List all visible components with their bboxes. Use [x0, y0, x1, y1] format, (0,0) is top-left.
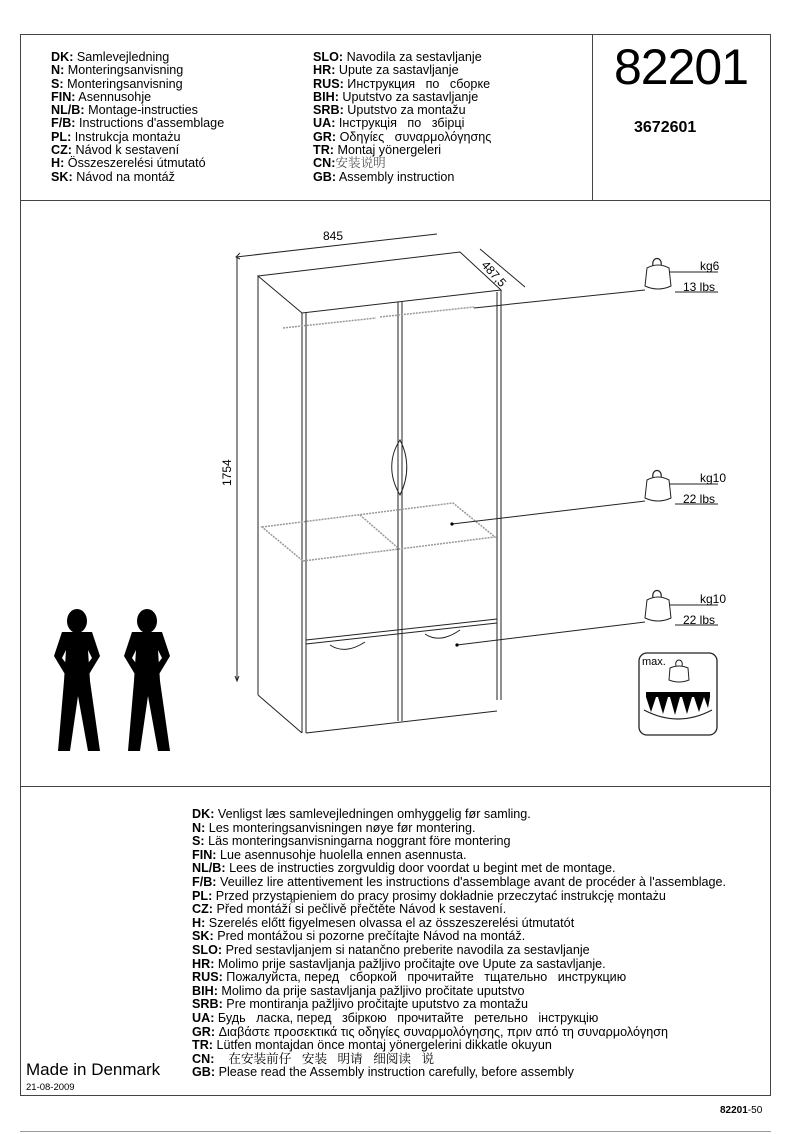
- title-row: H: Összeszerelési útmutató: [51, 156, 206, 171]
- load-lbs-middle: 22 lbs: [683, 492, 716, 506]
- title-row: SRB: Uputstvo za montažu: [313, 103, 466, 118]
- weight-icon: [643, 254, 673, 290]
- weight-icon: [643, 466, 673, 502]
- instruction-row: PL: Przed przystąpieniem do pracy prosimy dokładnie przeczytać instrukcję montażu: [192, 888, 666, 903]
- instruction-row: CN: 在安装前仔 安装 明请 细阅读 说: [192, 1051, 435, 1066]
- load-lbs-drawer: 22 lbs: [683, 613, 716, 627]
- title-row: CZ: Návod k sestavení: [51, 143, 180, 158]
- title-row: UA: Інструкція по збірці: [313, 116, 465, 131]
- page-number: 82201-50: [720, 1105, 763, 1116]
- title-row: BIH: Uputstvo za sastavljanje: [313, 89, 479, 104]
- title-row: SK: Návod na montáž: [51, 169, 175, 184]
- load-lbs-top: 13 lbs: [683, 280, 716, 294]
- instruction-row: BIH: Molimo da prije sastavljanja pažljivo pročitate uputstvo: [192, 983, 525, 998]
- title-row: F/B: Instructions d'assemblage: [51, 116, 225, 131]
- title-row: CN:安装说明: [313, 156, 386, 171]
- bottom-rule: [20, 1131, 771, 1132]
- instruction-row: TR: Lütfen montajdan önce montaj yönergelerini dikkatle okuyun: [192, 1038, 552, 1053]
- width-dimension: 845: [323, 229, 344, 243]
- max-label: max.: [642, 656, 666, 668]
- title-row: RUS: Инструкция по сборке: [313, 76, 491, 91]
- depth-dimension: 487,5: [478, 258, 510, 290]
- instruction-row: GR: Διαβάστε προσεκτικά τις οδηγίες συναρμολόγησης, πριν από τη συναρμολόγηση: [192, 1024, 669, 1039]
- instruction-row: N: Les monteringsanvisningen nøye før montering.: [192, 820, 476, 835]
- product-number: 82201: [614, 39, 749, 95]
- instruction-row: DK: Venligst læs samlevejledningen omhyggelig før samling.: [192, 807, 531, 821]
- title-row: SLO: Navodila za sestavljanje: [313, 50, 482, 64]
- instruction-row: SRB: Pre montiranja pažljivo pročitajte uputstvo za montažu: [192, 997, 528, 1012]
- title-row: TR: Montaj yönergeleri: [313, 143, 442, 158]
- two-persons-icon: [52, 606, 202, 756]
- load-kg-drawer: kg10: [700, 592, 727, 606]
- title-row: PL: Instrukcja montażu: [51, 129, 181, 144]
- instruction-row: SLO: Pred sestavljanjem si natančno preberite navodila za sestavljanje: [192, 942, 590, 957]
- title-row: GB: Assembly instruction: [313, 169, 455, 184]
- instruction-row: NL/B: Lees de instructies zorgvuldig door voordat u begint met de montage.: [192, 861, 616, 876]
- instruction-row: CZ: Před montáží si pečlivě přečtěte Návod k sestavení.: [192, 902, 507, 917]
- instruction-row: FIN: Lue asennusohje huolella ennen asennusta.: [192, 847, 467, 862]
- title-row: FIN: Asennusohje: [51, 89, 152, 104]
- instruction-row: H: Szerelés előtt figyelmesen olvassa el az összeszerelési útmutatót: [192, 915, 575, 930]
- made-in-label: Made in Denmark: [26, 1060, 161, 1079]
- instruction-row: F/B: Veuillez lire attentivement les instructions d'assemblage avant de procéder à l'assemblage.: [192, 874, 727, 889]
- title-row: DK: Samlevejledning: [51, 50, 170, 64]
- instruction-row: UA: Будь ласка, перед збіркою прочитайте ретельно інструкцію: [192, 1010, 599, 1025]
- instruction-row: SK: Pred montážou si pozorne prečítajte Návod na montáž.: [192, 929, 526, 944]
- instruction-row: S: Läs monteringsanvisningarna noggrant före montering: [192, 834, 511, 849]
- instruction-row: HR: Molimo prije sastavljanja pažljivo pročitajte ove Upute za sastavljanje.: [192, 956, 606, 971]
- weight-icon: [643, 586, 673, 622]
- height-dimension: 1754: [220, 459, 234, 486]
- title-row: HR: Upute za sastavljanje: [313, 63, 459, 78]
- load-kg-middle: kg10: [700, 471, 727, 485]
- item-code: 3672601: [634, 119, 697, 136]
- load-kg-top: kg6: [700, 259, 720, 273]
- title-row: N: Monteringsanvisning: [51, 63, 184, 78]
- instruction-row: RUS: Пожалуйста, перед сборкой прочитайте тщательно инструкцию: [192, 970, 627, 985]
- title-row: GR: Οδηγίες συναρμολόγησης: [313, 129, 492, 144]
- instructions-list: [192, 808, 726, 1080]
- document-date: 21-08-2009: [26, 1082, 75, 1093]
- instruction-row: GB: Please read the Assembly instruction carefully, before assembly: [192, 1065, 574, 1080]
- title-row: NL/B: Montage-instructies: [51, 103, 198, 118]
- title-row: S: Monteringsanvisning: [51, 76, 183, 91]
